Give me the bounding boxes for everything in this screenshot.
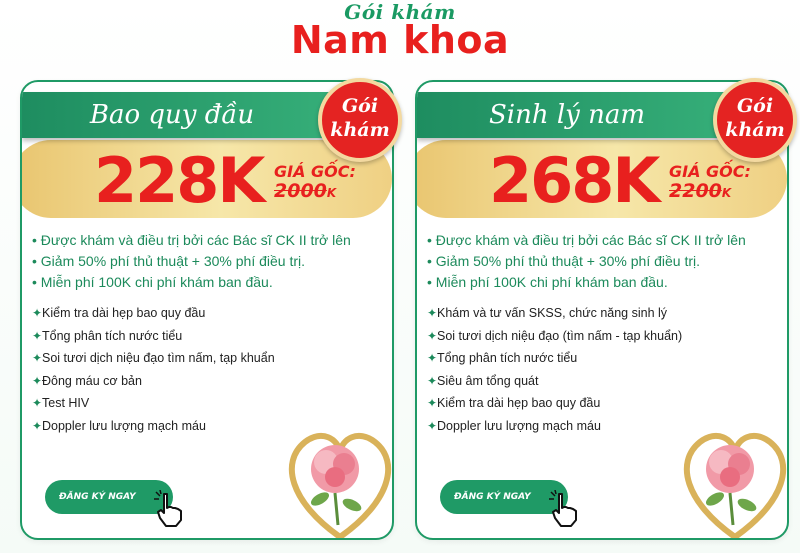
original-price [274, 180, 336, 202]
pointing-hand-icon [549, 490, 583, 528]
register-button[interactable]: ĐĂNG KÝ NGAY [45, 480, 173, 514]
benefit-item: • Miễn phí 100K chi phí khám ban đầu. [427, 272, 777, 293]
benefit-item: • Được khám và điều trị bởi các Bác sĩ CK II trở lên [32, 230, 382, 251]
service-item: ✦Siêu âm tổng quát [427, 373, 539, 388]
package-badge: Gói khám [318, 78, 402, 162]
service-item: ✦Kiểm tra dài hẹp bao quy đầu [32, 306, 206, 320]
original-price-unit: K [721, 186, 732, 200]
benefit-item: • Giảm 50% phí thủ thuật + 30% phí điều trị. [427, 251, 777, 272]
original-price-unit: K [326, 186, 337, 200]
benefits-list [32, 230, 382, 293]
flower-icon [280, 407, 394, 540]
package-price: 228K [94, 144, 264, 217]
service-item: ✦Test HIV [32, 396, 90, 410]
header-title: Nam khoa [290, 18, 510, 62]
package-name: Bao quy đầu [89, 100, 255, 130]
header-subtitle: Gói khám [344, 0, 456, 24]
original-price-label: GIÁ GỐC: [274, 162, 356, 181]
flower-icon [675, 407, 789, 540]
benefit-item: • Giảm 50% phí thủ thuật + 30% phí điều trị. [32, 251, 382, 272]
package-price: 268K [489, 144, 659, 217]
service-item: ✦Kiểm tra dài hẹp bao quy đầu [427, 396, 601, 410]
package-name-bar [22, 92, 352, 138]
benefit-item: • Được khám và điều trị bởi các Bác sĩ CK II trở lên [427, 230, 777, 251]
service-item: ✦Soi tươi dịch niệu đạo (tìm nấm - tạp khuẩn) [427, 328, 683, 343]
package-name: Sinh lý nam [488, 100, 646, 130]
service-item: ✦Soi tươi dịch niệu đạo tìm nấm, tạp khuẩn [32, 351, 275, 365]
service-item: ✦Doppler lưu lượng mạch máu [427, 418, 601, 433]
original-price-label: GIÁ GỐC: [669, 162, 751, 181]
package-badge: Gói khám [713, 78, 797, 162]
pointing-hand-icon [154, 490, 188, 528]
service-item: ✦Tổng phân tích nước tiểu [32, 328, 183, 343]
benefit-item: • Miễn phí 100K chi phí khám ban đầu. [32, 272, 382, 293]
service-item: ✦Đông máu cơ bản [32, 373, 142, 388]
service-item: ✦Doppler lưu lượng mạch máu [32, 418, 206, 433]
benefits-list [427, 230, 777, 293]
original-price-value: 2200 [669, 180, 722, 202]
service-item: ✦Tổng phân tích nước tiểu [427, 351, 578, 365]
register-button[interactable]: ĐĂNG KÝ NGAY [440, 480, 568, 514]
service-item: ✦Khám và tư vấn SKSS, chức năng sinh lý [427, 306, 668, 320]
original-price [669, 180, 731, 202]
package-name-bar [417, 92, 747, 138]
original-price-value: 2000 [274, 180, 327, 202]
